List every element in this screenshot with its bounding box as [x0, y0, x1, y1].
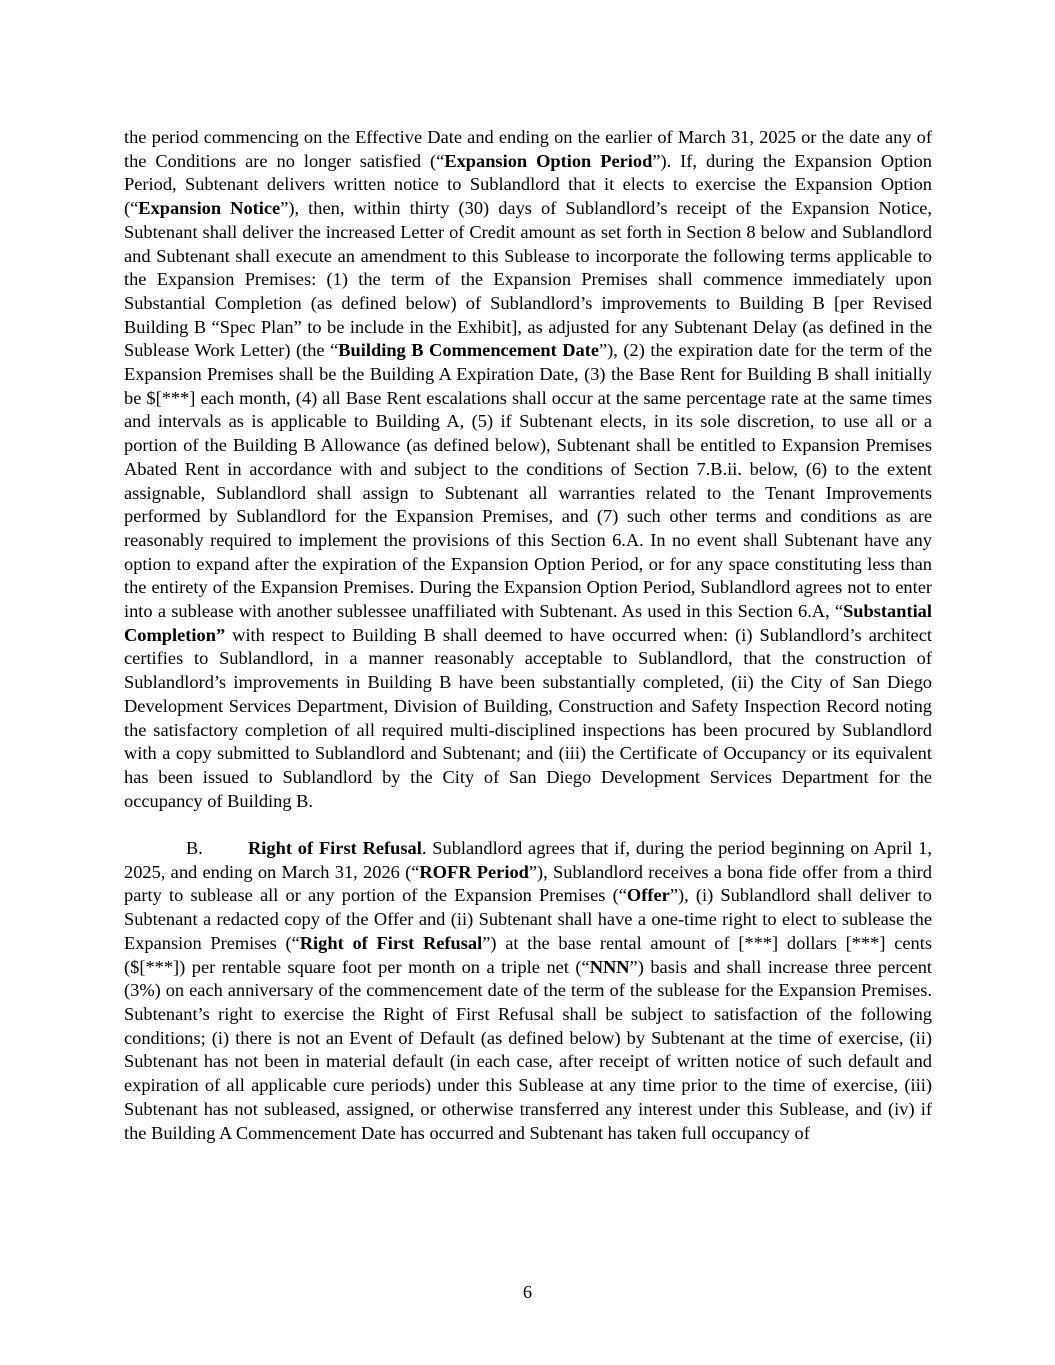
- defined-term-expansion-notice: Expansion Notice: [138, 198, 281, 219]
- paragraph-right-of-first-refusal: [124, 837, 932, 1145]
- defined-term-building-b-commencement-date: Building B Commencement Date: [338, 340, 599, 361]
- text-run: . Sublandlord agrees that if, during the period beginning on April 1, 2025, and ending on March 31, 2026 (“: [124, 838, 932, 882]
- paragraph-expansion-option: [124, 126, 932, 813]
- text-run: the period commencing on the Effective Date and ending on the earlier of March 31, 2025 or the date any of the Conditions are no longer satisfied (“: [124, 127, 932, 171]
- text-run: ”), (i) Sublandlord shall deliver to Subtenant a redacted copy of the Offer and (ii) Subtenant shall have a one-time right to elect to sublease the Expansion Premises (“: [124, 885, 932, 953]
- text-run: with respect to Building B shall deemed to have occurred when: (i) Sublandlord’s architect certifies to Sublandlord, in a manner reasonably acceptable to Sublandlord, that the construction of Sublandlord’s improvements in Building B have been substantially completed, (ii) the City of San Diego Development Services Department, Division of Building, Construction and Safety Inspection Record noting the satisfactory completion of all required multi-disciplined inspections has been procured by Sublandlord with a copy submitted to Sublandlord and Subtenant; and (iii) the Certificate of Occupancy or its equivalent has been issued to Sublandlord by the City of San Diego Development Services Department for the occupancy of Building B.: [124, 624, 932, 811]
- text-run: ”), Sublandlord receives a bona fide offer from a third party to sublease all or any portion of the Expansion Premises (“: [124, 861, 932, 906]
- defined-term-nnn: NNN: [589, 956, 630, 977]
- text-run: ”) at the base rental amount of [***] dollars [***] cents ($[***]) per rentable square foot per month on a triple net (“: [124, 932, 932, 977]
- text-run: ”). If, during the Expansion Option Period, Subtenant delivers written notice to Sublandlord that it elects to exercise the Expansion Option (“: [124, 150, 933, 219]
- text-run: ”), then, within thirty (30) days of Sublandlord’s receipt of the Expansion Notice, Subtenant shall deliver the increased Letter of Credit amount as set forth in Section 8 below and Sublandlord and Subtenant shall execute an amendment to this Sublease to incorporate the following terms applicable to the Expansion Premises: (1) the term of the Expansion Premises shall commence immediately upon Substantial Completion (as defined below) of Sublandlord’s improvements to Building B [per Revised Building B “Spec Plan” to be include in the Exhibit], as adjusted for any Subtenant Delay (as defined in the Sublease Work Letter) (the “: [124, 198, 933, 361]
- defined-term-right-of-first-refusal: Right of First Refusal: [299, 932, 483, 953]
- defined-term-offer: Offer: [626, 885, 670, 906]
- section-label: B.: [186, 838, 203, 859]
- document-body: [124, 126, 932, 1145]
- defined-term-rofr-period: ROFR Period: [419, 861, 529, 882]
- defined-term-expansion-option-period: Expansion Option Period: [444, 150, 653, 171]
- text-run: ”), (2) the expiration date for the term of the Expansion Premises shall be the Building A Expiration Date, (3) the Base Rent for Building B shall initially be $[***] each month, (4) all Base Rent escalations shall occur at the same percentage rate at the same times and intervals as is applicable to Building A, (5) if Subtenant elects, in its sole discretion, to use all or a portion of the Building B Allowance (as defined below), Subtenant shall be entitled to Expansion Premises Abated Rent in accordance with and subject to the conditions of Section 7.B.ii. below, (6) to the extent assignable, Sublandlord shall assign to Subtenant all warranties related to the Tenant Improvements performed by Sublandlord for the Expansion Premises, and (7) such other terms and conditions as are reasonably required to implement the provisions of this Section 6.A. In no event shall Subtenant have any option to expand after the expiration of the Expansion Option Period, or for any space constituting less than the entirety of the Expansion Premises. During the Expansion Option Period, Sublandlord agrees not to enter into a sublease with another sublessee unaffiliated with Subtenant. As used in this Section 6.A, “: [124, 340, 932, 622]
- section-heading: Right of First Refusal: [248, 838, 422, 859]
- text-run: ”) basis and shall increase three percent (3%) on each anniversary of the commencement date of the term of the sublease for the Expansion Premises. Subtenant’s right to exercise the Right of First Refusal shall be subject to satisfaction of the following conditions; (i) there is not an Event of Default (as defined below) by Subtenant at the time of exercise, (ii) Subtenant has not been in material default (in each case, after receipt of written notice of such default and expiration of all applicable cure periods) under this Sublease at any time prior to the time of exercise, (iii) Subtenant has not subleased, assigned, or otherwise transferred any interest under this Sublease, and (iv) if the Building A Commencement Date has occurred and Subtenant has taken full occupancy of: [124, 956, 933, 1143]
- page-number: 6: [522, 1282, 533, 1302]
- defined-term-substantial-completion: Substantial Completion”: [124, 601, 932, 645]
